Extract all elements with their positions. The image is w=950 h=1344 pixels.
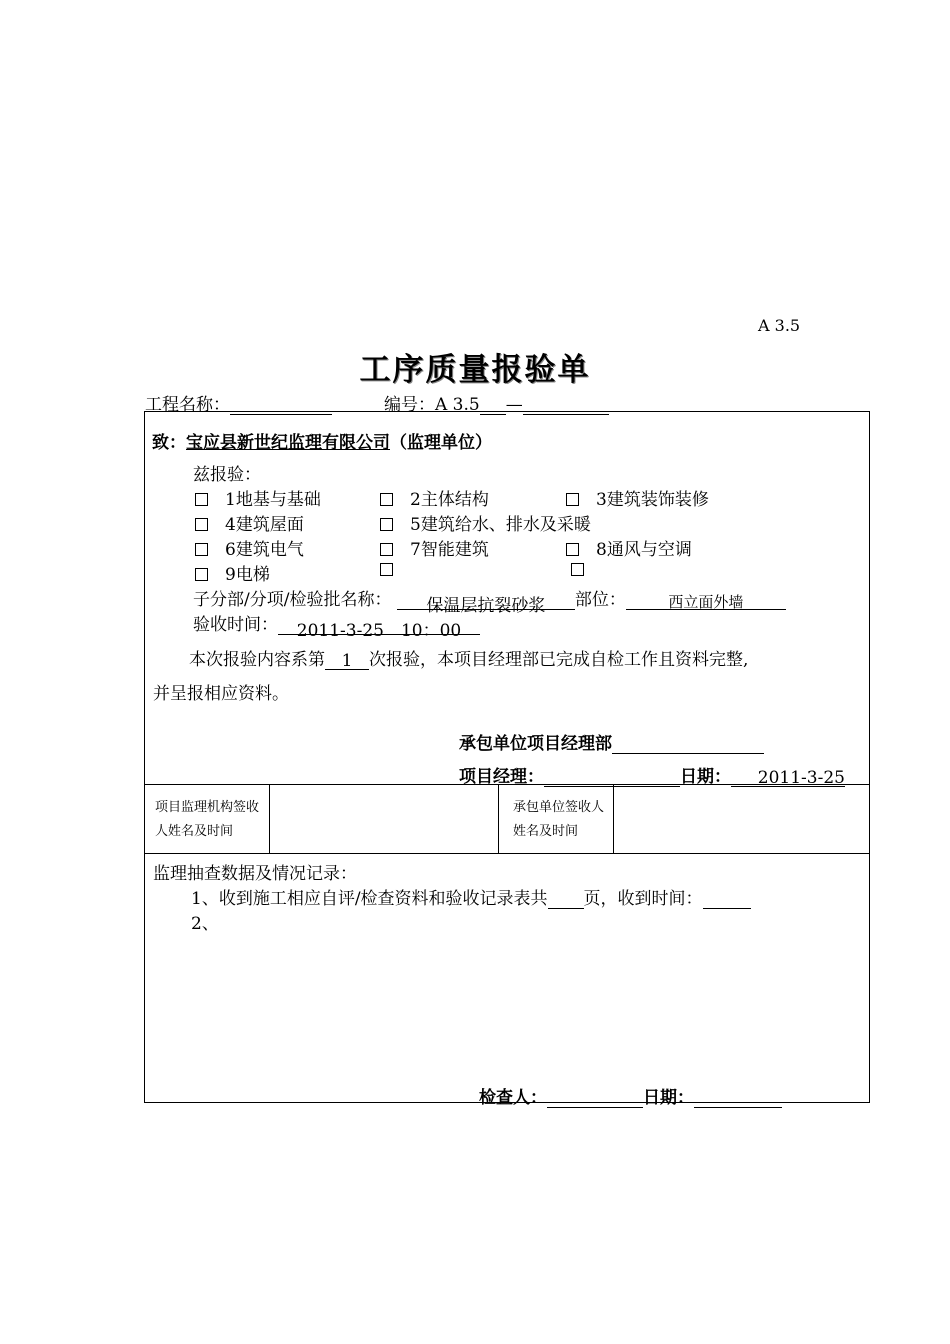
- page-title: 工序质量报验单: [359, 352, 591, 388]
- number-dash: —: [505, 395, 523, 415]
- option-6[interactable]: 6建筑电气: [195, 535, 304, 560]
- inspector-date-field[interactable]: [694, 1089, 782, 1108]
- option-5[interactable]: 5建筑给水、排水及采暖: [380, 510, 591, 535]
- option-2[interactable]: 2主体结构: [380, 485, 489, 510]
- checkbox[interactable]: [566, 543, 579, 556]
- inspector-field[interactable]: [547, 1089, 643, 1108]
- option-10[interactable]: [380, 560, 393, 580]
- inspection-item-2: 2、: [191, 914, 219, 934]
- checkbox[interactable]: [195, 493, 208, 506]
- option-1[interactable]: 1地基与基础: [195, 485, 321, 510]
- option-7[interactable]: 7智能建筑: [380, 535, 489, 560]
- inspection-item-1: 1、收到施工相应自评/检查资料和验收记录表共 页，收到时间：: [191, 884, 751, 909]
- addressee: [152, 428, 492, 453]
- contractor-dept-label: 承包单位项目经理部: [459, 734, 612, 754]
- contractor-dept-row: [459, 729, 764, 754]
- contractor-dept-field[interactable]: [612, 735, 764, 754]
- sub-item-row: [193, 585, 786, 616]
- inspector-label: 检查人：: [479, 1088, 547, 1108]
- number-value: A 3.5: [435, 395, 480, 415]
- supervisor-sign-field[interactable]: [271, 786, 497, 852]
- checkbox[interactable]: [380, 493, 393, 506]
- location-field[interactable]: 西立面外墙: [626, 591, 786, 610]
- location-label: 部位：: [574, 590, 626, 610]
- addressee-prefix: 致：: [152, 433, 186, 453]
- checkbox[interactable]: [566, 493, 579, 506]
- checkbox[interactable]: [195, 543, 208, 556]
- accept-time-field[interactable]: 2011-3-25 10：00: [278, 616, 480, 635]
- manager-date-label: 日期：: [680, 767, 731, 787]
- sub-item-label: 子分部/分项/检验批名称：: [193, 590, 392, 610]
- supervisor-sign-label: 项目监理机构签收人姓名及时间: [155, 800, 260, 839]
- accept-time-row: [193, 610, 480, 641]
- statement-line-1: 本次报验内容系第 1 次报验，本项目经理部已完成自检工作且资料完整,: [189, 650, 749, 671]
- checkbox[interactable]: [195, 568, 208, 581]
- addressee-company: 宝应县新世纪监理有限公司: [186, 433, 390, 453]
- statement-line-2: 并呈报相应资料。: [153, 684, 289, 704]
- manager-row: [459, 762, 845, 787]
- contractor-sign-label: 承包单位签收人姓名及时间: [513, 800, 605, 839]
- manager-date-field[interactable]: 2011-3-25: [731, 768, 845, 787]
- pages-field[interactable]: [548, 890, 584, 909]
- manager-field[interactable]: [544, 768, 680, 787]
- checkbox[interactable]: [380, 518, 393, 531]
- received-time-field[interactable]: [703, 890, 751, 909]
- form-table: [144, 411, 870, 1108]
- checkbox[interactable]: [380, 543, 393, 556]
- divider: [498, 784, 499, 853]
- option-4[interactable]: 4建筑屋面: [195, 510, 304, 535]
- sub-item-field[interactable]: 保温层抗裂砂浆: [397, 591, 575, 610]
- inspection-title: 监理抽查数据及情况记录：: [153, 864, 357, 884]
- option-11[interactable]: [571, 560, 584, 580]
- number-label: 编号：: [384, 395, 435, 415]
- contractor-sign-field[interactable]: [615, 786, 869, 852]
- addressee-suffix: （监理单位）: [390, 433, 492, 453]
- checkbox[interactable]: [195, 518, 208, 531]
- divider: [269, 784, 270, 853]
- checkbox[interactable]: [571, 563, 584, 576]
- accept-time-label: 验收时间：: [193, 615, 278, 635]
- inspector-date-label: 日期：: [643, 1088, 694, 1108]
- report-label: 兹报验：: [193, 465, 261, 485]
- option-8[interactable]: 8通风与空调: [566, 535, 692, 560]
- divider: [613, 784, 614, 853]
- project-name-label: 工程名称：: [145, 395, 230, 415]
- option-9[interactable]: 9电梯: [195, 560, 270, 585]
- manager-label: 项目经理：: [459, 767, 544, 787]
- report-count-field[interactable]: 1: [325, 651, 369, 670]
- checkbox[interactable]: [380, 563, 393, 576]
- option-3[interactable]: 3建筑装饰装修: [566, 485, 709, 510]
- inspector-row: [479, 1083, 782, 1108]
- divider: [145, 853, 869, 854]
- document-code: A 3.5: [758, 316, 801, 335]
